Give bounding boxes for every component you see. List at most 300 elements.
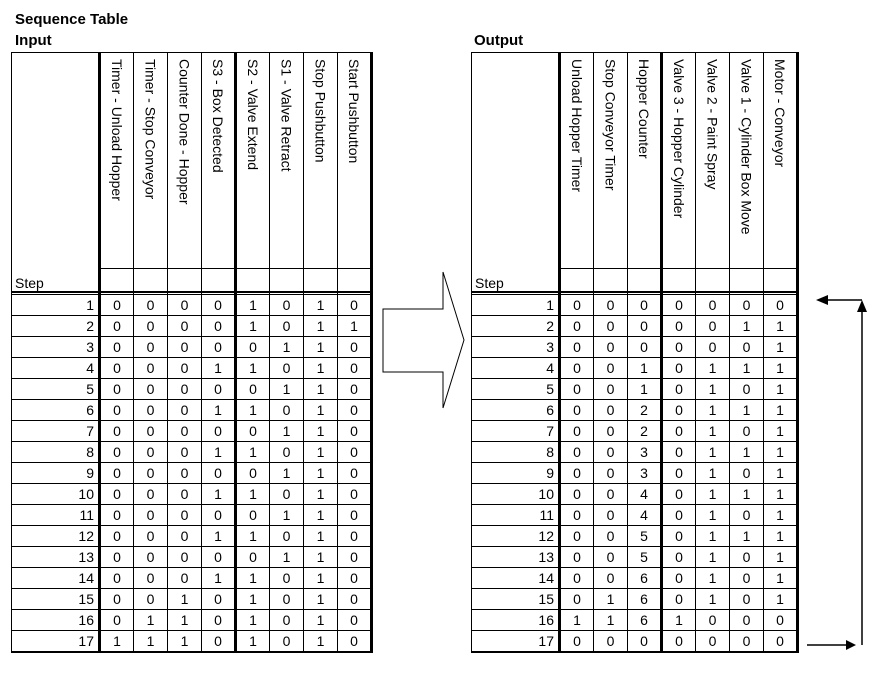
table-cell: 1 [628,379,662,400]
table-cell: 1 [168,631,202,653]
table-cell: 0 [168,316,202,337]
table-cell: 1 [304,337,338,358]
table-cell: 0 [662,568,696,589]
table-cell: 0 [338,379,372,400]
table-cell: 0 [100,610,134,631]
table-cell: 1 [202,400,236,421]
table-cell: 0 [100,421,134,442]
table-cell: 0 [202,631,236,653]
table-cell: 0 [594,337,628,358]
table-cell: 1 [696,547,730,568]
table-cell: 0 [202,316,236,337]
table-cell: 0 [134,358,168,379]
table-cell: 1 [764,589,798,610]
table-cell: 1 [202,568,236,589]
table-cell: 0 [168,379,202,400]
table-cell: 0 [560,358,594,379]
table-cell: 1 [696,442,730,463]
column-header-label: Timer - Stop Conveyor [142,59,159,200]
table-cell: 0 [168,547,202,568]
table-cell: 1 [304,610,338,631]
table-cell: 0 [662,484,696,505]
table-cell: 0 [134,568,168,589]
table-cell: 1 [270,547,304,568]
column-header-label: Valve 1 - Cylinder Box Move [738,59,755,235]
table-cell: 1 [764,379,798,400]
table-cell: 1 [304,463,338,484]
table-cell: 0 [236,379,270,400]
step-number: 4 [12,358,100,379]
table-cell: 0 [338,526,372,547]
table-cell: 0 [134,547,168,568]
table-cell: 0 [236,463,270,484]
table-cell: 1 [594,589,628,610]
table-cell: 1 [730,358,764,379]
table-cell: 0 [202,295,236,316]
table-cell: 0 [270,526,304,547]
step-header: Step [472,269,560,293]
table-cell: 1 [764,463,798,484]
table-cell: 0 [100,547,134,568]
step-number: 12 [472,526,560,547]
column-header-label: S1 - Valve Retract [278,59,295,172]
table-cell: 1 [764,568,798,589]
step-number: 9 [472,463,560,484]
column-header-label: Valve 3 - Hopper Cylinder [671,59,687,219]
table-cell: 0 [100,400,134,421]
table-cell: 0 [730,295,764,316]
table-cell: 1 [560,610,594,631]
table-cell: 0 [662,358,696,379]
column-header-label: S3 - Box Detected [210,59,226,173]
table-cell: 1 [696,400,730,421]
table-cell: 1 [236,568,270,589]
table-cell: 0 [270,295,304,316]
table-cell: 1 [236,295,270,316]
column-header-label: Unload Hopper Timer [569,59,585,193]
table-cell: 1 [696,526,730,547]
table-cell: 0 [270,610,304,631]
table-cell: 0 [662,379,696,400]
table-cell: 6 [628,568,662,589]
step-number: 11 [12,505,100,526]
table-cell: 1 [168,589,202,610]
table-cell: 1 [696,505,730,526]
step-number: 10 [472,484,560,505]
table-cell: 5 [628,547,662,568]
step-number: 15 [472,589,560,610]
table-cell: 1 [304,295,338,316]
table-cell: 0 [560,568,594,589]
table-cell: 1 [730,442,764,463]
step-number: 5 [472,379,560,400]
table-cell: 1 [270,463,304,484]
table-cell: 0 [168,505,202,526]
table-cell: 0 [100,589,134,610]
table-cell: 0 [594,400,628,421]
column-header-label: Stop Conveyor Timer [602,59,619,191]
table-cell: 0 [100,337,134,358]
table-cell: 0 [236,337,270,358]
table-cell: 0 [202,589,236,610]
table-cell: 0 [100,526,134,547]
table-cell: 1 [730,316,764,337]
table-cell: 0 [730,505,764,526]
table-cell: 0 [338,463,372,484]
table-cell: 0 [236,421,270,442]
table-cell: 1 [100,631,134,653]
table-cell: 1 [270,337,304,358]
table-cell: 0 [100,568,134,589]
table-cell: 0 [338,589,372,610]
table-cell: 0 [730,463,764,484]
table-cell: 1 [696,421,730,442]
step-number: 6 [472,400,560,421]
table-cell: 1 [304,526,338,547]
table-cell: 1 [338,316,372,337]
table-cell: 0 [594,505,628,526]
loop-arrowhead-left [816,295,828,305]
table-cell: 1 [696,463,730,484]
step-number: 2 [472,316,560,337]
table-cell: 0 [696,337,730,358]
input-label: Input [15,32,52,49]
table-cell: 0 [594,568,628,589]
table-cell: 1 [304,421,338,442]
step-number: 8 [472,442,560,463]
table-cell: 0 [270,316,304,337]
table-cell: 3 [628,442,662,463]
table-cell: 0 [100,505,134,526]
table-cell: 1 [662,610,696,631]
table-cell: 0 [696,610,730,631]
table-cell: 0 [560,337,594,358]
table-cell: 0 [594,526,628,547]
table-cell: 0 [168,337,202,358]
table-cell: 0 [560,316,594,337]
table-cell: 0 [662,547,696,568]
table-cell: 0 [338,568,372,589]
table-cell: 0 [134,295,168,316]
table-cell: 0 [628,631,662,653]
table-cell: 0 [594,547,628,568]
table-cell: 0 [134,589,168,610]
sequence-table-title: Sequence Table [15,11,129,28]
step-number: 3 [472,337,560,358]
table-cell: 0 [202,505,236,526]
table-cell: 1 [304,316,338,337]
step-number: 4 [472,358,560,379]
table-cell: 0 [560,484,594,505]
output-label: Output [474,32,524,49]
table-cell: 0 [696,295,730,316]
table-cell: 0 [662,526,696,547]
table-cell: 1 [764,547,798,568]
table-cell: 0 [730,421,764,442]
table-cell: 2 [628,400,662,421]
table-cell: 0 [560,379,594,400]
step-number: 14 [472,568,560,589]
table-cell: 1 [304,505,338,526]
table-cell: 0 [662,442,696,463]
table-cell: 0 [270,400,304,421]
table-cell: 0 [594,631,628,653]
table-cell: 1 [764,358,798,379]
table-cell: 0 [560,589,594,610]
table-cell: 0 [338,337,372,358]
table-cell: 1 [202,526,236,547]
table-cell: 1 [730,484,764,505]
table-cell: 0 [662,400,696,421]
step-number: 5 [12,379,100,400]
table-cell: 1 [764,526,798,547]
table-cell: 0 [236,547,270,568]
table-cell: 1 [594,610,628,631]
column-header-label: Timer - Unload Hopper [109,59,125,201]
table-cell: 0 [730,337,764,358]
column-header-label: Motor - Conveyor [772,59,788,168]
table-cell: 0 [338,631,372,653]
table-cell: 0 [730,568,764,589]
table-cell: 1 [764,421,798,442]
table-cell: 0 [662,295,696,316]
table-cell: 1 [236,631,270,653]
step-number: 2 [12,316,100,337]
table-cell: 0 [202,610,236,631]
table-cell: 0 [168,358,202,379]
loop-back-arrow [807,300,862,645]
table-cell: 1 [304,358,338,379]
table-cell: 0 [628,337,662,358]
table-cell: 5 [628,526,662,547]
table-cell: 1 [168,610,202,631]
table-cell: 1 [304,379,338,400]
table-cell: 0 [100,484,134,505]
table-cell: 0 [168,295,202,316]
table-cell: 1 [236,484,270,505]
table-cell: 0 [730,610,764,631]
table-cell: 1 [764,505,798,526]
table-cell: 1 [134,610,168,631]
input-to-output-arrow [383,272,464,408]
table-cell: 1 [696,379,730,400]
table-cell: 0 [270,484,304,505]
table-cell: 0 [730,589,764,610]
table-cell: 0 [168,484,202,505]
table-cell: 0 [662,631,696,653]
column-header-label: Stop Pushbutton [312,59,329,163]
table-cell: 0 [338,358,372,379]
loop-arrowhead-up [857,300,867,312]
column-header-label: Start Pushbutton [346,59,362,164]
table-cell: 0 [168,421,202,442]
table-cell: 0 [270,631,304,653]
table-cell: 1 [236,610,270,631]
table-cell: 0 [202,379,236,400]
table-cell: 0 [594,316,628,337]
table-cell: 1 [696,358,730,379]
table-cell: 0 [236,505,270,526]
step-number: 10 [12,484,100,505]
table-cell: 4 [628,505,662,526]
table-cell: 0 [134,316,168,337]
step-number: 16 [472,610,560,631]
table-cell: 1 [236,358,270,379]
table-cell: 0 [560,505,594,526]
table-cell: 0 [338,295,372,316]
table-cell: 0 [594,463,628,484]
table-cell: 0 [594,442,628,463]
step-number: 16 [12,610,100,631]
table-cell: 0 [730,631,764,653]
table-cell: 0 [764,295,798,316]
table-cell: 0 [696,316,730,337]
table-cell: 1 [304,442,338,463]
table-cell: 0 [134,484,168,505]
table-cell: 0 [560,295,594,316]
table-cell: 0 [338,610,372,631]
table-cell: 0 [100,316,134,337]
table-cell: 0 [134,442,168,463]
column-header-label: Counter Done - Hopper [176,59,193,205]
table-cell: 0 [662,505,696,526]
table-cell: 1 [202,484,236,505]
table-cell: 0 [202,547,236,568]
step-number: 13 [472,547,560,568]
table-cell: 0 [100,463,134,484]
table-cell: 1 [236,400,270,421]
table-cell: 1 [696,568,730,589]
step-number: 17 [472,631,560,653]
step-number: 15 [12,589,100,610]
step-number: 1 [472,295,560,316]
table-cell: 0 [560,442,594,463]
table-cell: 0 [100,295,134,316]
table-cell: 0 [628,316,662,337]
step-number: 9 [12,463,100,484]
table-cell: 1 [304,631,338,653]
table-cell: 0 [594,358,628,379]
table-cell: 0 [134,463,168,484]
table-cell: 0 [100,379,134,400]
table-cell: 1 [236,589,270,610]
table-cell: 0 [270,589,304,610]
table-cell: 1 [236,316,270,337]
table-cell: 0 [134,505,168,526]
table-cell: 1 [764,442,798,463]
table-cell: 1 [764,316,798,337]
table-cell: 0 [338,442,372,463]
table-cell: 0 [202,421,236,442]
table-cell: 1 [270,379,304,400]
table-cell: 0 [202,463,236,484]
step-number: 12 [12,526,100,547]
table-cell: 0 [134,421,168,442]
loop-arrowhead-right [846,640,856,650]
table-cell: 0 [168,442,202,463]
step-number: 11 [472,505,560,526]
table-cell: 0 [628,295,662,316]
table-cell: 1 [730,526,764,547]
table-cell: 0 [270,442,304,463]
step-number: 8 [12,442,100,463]
table-cell: 1 [304,589,338,610]
table-cell: 0 [696,631,730,653]
table-cell: 0 [764,610,798,631]
table-cell: 4 [628,484,662,505]
step-number: 7 [12,421,100,442]
table-cell: 0 [594,295,628,316]
table-cell: 0 [560,547,594,568]
table-cell: 3 [628,463,662,484]
table-cell: 0 [594,421,628,442]
table-cell: 0 [338,400,372,421]
table-cell: 0 [594,484,628,505]
table-cell: 0 [730,379,764,400]
table-cell: 1 [628,358,662,379]
table-cell: 0 [168,568,202,589]
table-cell: 1 [304,484,338,505]
table-cell: 2 [628,421,662,442]
table-cell: 0 [662,463,696,484]
table-cell: 0 [338,505,372,526]
table-cell: 0 [168,463,202,484]
table-cell: 0 [338,484,372,505]
column-header-label: Hopper Counter [636,59,652,159]
step-number: 1 [12,295,100,316]
step-number: 17 [12,631,100,653]
table-cell: 0 [134,400,168,421]
table-cell: 1 [270,505,304,526]
table-cell: 6 [628,610,662,631]
step-number: 14 [12,568,100,589]
table-cell: 0 [168,526,202,547]
table-cell: 1 [696,484,730,505]
table-cell: 0 [134,337,168,358]
table-cell: 0 [662,421,696,442]
step-number: 7 [472,421,560,442]
table-cell: 0 [594,379,628,400]
table-cell: 0 [134,379,168,400]
table-cell: 0 [270,358,304,379]
table-cell: 1 [304,547,338,568]
table-cell: 1 [764,484,798,505]
table-cell: 0 [560,400,594,421]
table-cell: 1 [270,421,304,442]
table-cell: 1 [202,358,236,379]
table-cell: 1 [696,589,730,610]
step-number: 6 [12,400,100,421]
table-cell: 1 [304,400,338,421]
table-cell: 0 [338,421,372,442]
table-cell: 0 [560,463,594,484]
table-cell: 0 [100,358,134,379]
table-cell: 0 [730,547,764,568]
table-cell: 0 [168,400,202,421]
step-header: Step [12,269,100,293]
table-cell: 1 [236,442,270,463]
table-cell: 0 [134,526,168,547]
table-cell: 1 [202,442,236,463]
table-cell: 0 [662,337,696,358]
table-cell: 1 [764,400,798,421]
table-cell: 1 [730,400,764,421]
table-cell: 1 [764,337,798,358]
table-cell: 0 [338,547,372,568]
table-cell: 0 [202,337,236,358]
step-number: 3 [12,337,100,358]
table-cell: 0 [560,631,594,653]
